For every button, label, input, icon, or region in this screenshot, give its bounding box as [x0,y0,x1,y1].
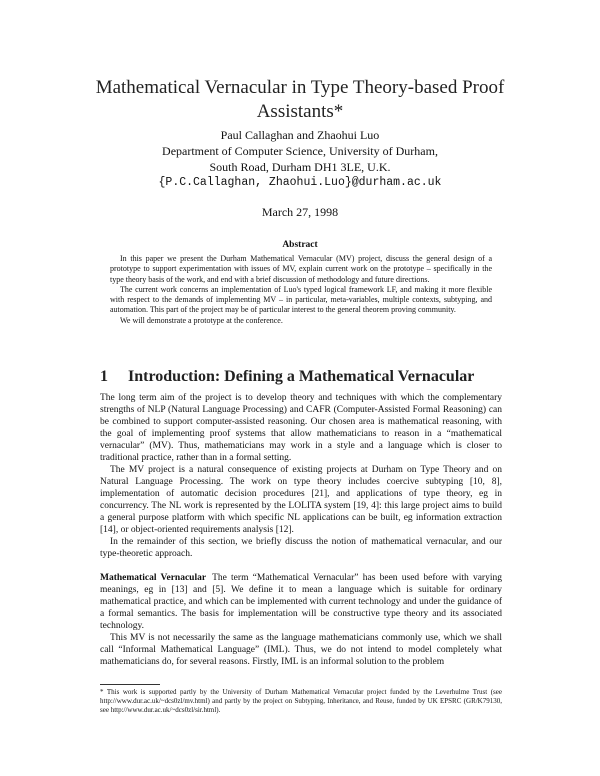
paper-date: March 27, 1998 [261,205,339,219]
affiliation-line-1: Department of Computer Science, University of Durham, [162,144,438,158]
section-body [100,392,502,668]
author-block [120,127,480,191]
body-paragraph: In the remainder of this section, we briefly discuss the notion of mathematical vernacular, and our type-theoretic approach. [100,537,502,559]
abstract-body [110,254,492,326]
section-heading [100,368,520,386]
section-title: Introduction: Defining a Mathematical Vernacular [128,368,475,385]
paper-title: Mathematical Vernacular in Type Theory-based Proof Assistants* [95,77,505,122]
footnote: * This work is supported partly by the University of Durham Mathematical Vernacular project funded by the Leverhulme Trust (see http://www.dur.ac.uk/~dcs0zl/mv.html) and partly by the project on Subtyping, Inheritance, and Reuse, funded by UK EPSRC (GR/K79130, see http://www.dur.ac.uk/~dcs0zl/sir.html). [100,688,502,714]
abstract-heading: Abstract [282,240,318,250]
abstract-paragraph: In this paper we present the Durham Mathematical Vernacular (MV) project, discuss the general design of a prototype to support experimentation with issues of MV, explain current work on the prototype – specifically in the type theory basis of the work, and end with a brief discussion of methodology and future directions. [110,254,492,284]
body-paragraph: This MV is not necessarily the same as the language mathematicians commonly use, which we shall call “Informal Mathematical Language” (IML). Thus, we do not intend to model completely what mathematicians do, for several reasons. Firstly, IML is an informal solution to the problem [100,633,502,667]
subsection-runin-heading: Mathematical Vernacular [100,573,207,583]
footnote-rule [100,684,160,685]
section-number: 1 [100,368,108,385]
author-email: {P.C.Callaghan, Zhaohui.Luo}@durham.ac.uk [158,176,442,189]
subsection-paragraph [100,572,502,632]
subsection-text: The term “Mathematical Vernacular” has been used before with varying meanings, eg in [13] and [5]. We define it to mean a language which is suitable for ordinary mathematical practice, and which can be implemented with current technology and under the guidance of a formal semantics. The basis for implementation will be constructive type theory and its associated technology. [100,573,502,631]
abstract-paragraph: The current work concerns an implementation of Luo's typed logical framework LF, and making it more flexible with respect to the demands of implementing MV – in particular, meta-variables, multiple contexts, subtyping, and automation. This part of the project may be of particular interest to the general theorem proving community. [110,284,492,315]
abstract-paragraph: We will demonstrate a prototype at the conference. [120,315,283,325]
author-names: Paul Callaghan and Zhaohui Luo [220,128,380,142]
body-paragraph: The MV project is a natural consequence of existing projects at Durham on Type Theory and on Natural Language Processing. The work on type theory includes coercive subtyping [10, 8], implementation of automatic decision procedures [21], and applications of type theory, eg in concurrency. The NL work is represented by the LOLITA system [19, 4]: this large project aims to build a general purpose platform with which specific NL applications can be built, eg information extraction [14], or object-oriented requirements analysis [12]. [100,465,502,535]
body-paragraph: The long term aim of the project is to develop theory and techniques with which the complementary strengths of NLP (Natural Language Processing) and CAFR (Computer-Assisted Formal Reasoning) can be combined to support computer-assisted reasoning. Our chosen area is mathematical reasoning, with the goal of implementing proof systems that allow mathematicians to reason in a “mathematical vernacular” (MV). Thus, mathematicians may work in a style and a language which is closer to traditional practice, rather than in a formal setting. [100,393,502,463]
affiliation-line-2: South Road, Durham DH1 3LE, U.K. [209,160,391,174]
